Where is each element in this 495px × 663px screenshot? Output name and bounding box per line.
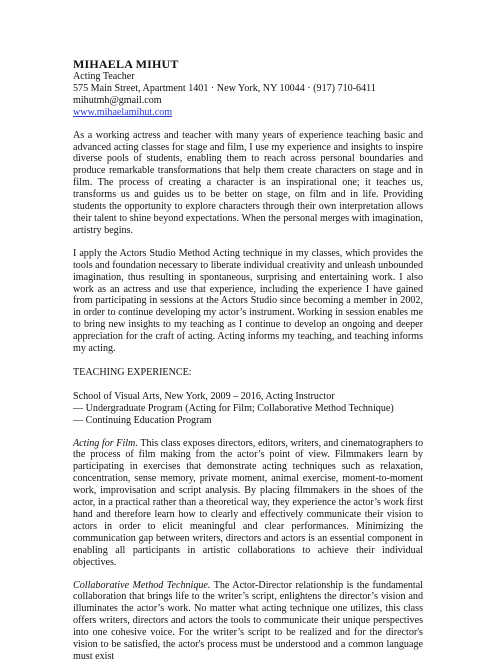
program-item-continuing-ed: — Continuing Education Program <box>73 414 212 426</box>
course-text: This class exposes directors, editors, writers, and cinematographers to the process of film making from the actor’s point of view. Filmmakers learn by participating in exercises that demonstrate acting techniques such as relaxation, concentration, sense memory, private moment, animal exercise, moment-to-moment work, improvisation and script analysis. By placing filmmakers in the shoes of the actor, in a practical rather than a theoretical way, they experience the actor’s work first hand and therefore learn how to clearly and effectively communicate their vision to actors in order to elicit meaningful and clear performances. Minimizing the communication gap between writers, directors and actors is an essential component in enabling all participants in artistic collaborations to achieve their individual objectives. <box>73 437 424 568</box>
teaching-position <box>73 391 423 427</box>
resume-content <box>73 58 423 663</box>
job-title: Acting Teacher <box>73 71 135 82</box>
position-line: School of Visual Arts, New York, 2009 – 2016, Acting Instructor <box>73 390 335 402</box>
course-title: Collaborative Method Technique. <box>73 579 211 591</box>
section-heading-teaching: TEACHING EXPERIENCE: <box>73 366 192 378</box>
resume-name: MIHAELA MIHUT <box>73 57 179 71</box>
contact-address: 575 Main Street, Apartment 1401 · New York, NY 10044 · (917) 710-6411 <box>73 82 376 94</box>
intro-paragraph-1: As a working actress and teacher with many years of experience teaching basic and advanced acting classes for stage and film, I use my experience and insights to inspire diverse pools of students, enabling them to reach across personal boundaries and produce remarkable transformations that help them create characters on stage and in film. The process of creating a character is an inspirational one; it teaches us, transforms us and guides us to be better on stage, on film and in life. Providing students the opportunity to explore characters through their own interpretation allows their talent to shine beyond expectations. When the personal merges with imagination, artistry begins. <box>73 129 423 236</box>
contact-email: mihutmh@gmail.com <box>73 94 162 106</box>
program-item-undergraduate: — Undergraduate Program (Acting for Film; Collaborative Method Technique) <box>73 402 394 414</box>
course-description-acting-for-film <box>73 438 423 569</box>
intro-paragraph-2: I apply the Actors Studio Method Acting technique in my classes, which provides the tools and foundation necessary to liberate individual creativity and unleash unbounded imagination, thus resulting in spontaneous, surprising and entertaining work. I also work as an actress and use that experience, including the experience I have gained from participating in sessions at the Actors Studio since becoming a member in 2002, in order to continue developing my actor’s instrument. Working in session enables me to bring new insights to my teaching as I continue to develop an ongoing and deeper appreciation for the craft of acting. Acting informs my teaching, and teaching informs my acting. <box>73 247 423 355</box>
course-description-collaborative-method <box>73 580 423 663</box>
course-title: Acting for Film. <box>73 437 138 449</box>
website-link[interactable]: www.mihaelamihut.com <box>73 106 173 118</box>
course-text: The Actor-Director relationship is the fundamental collaboration that brings life to the writer’s script, enlightens the director’s vision and illuminates the actor’s work. No matter what acting technique one utilizes, this class offers writers, directors and actors the tools to communicate their unique perspectives into one cohesive voice. For the writer’s script to be realized and for the director's vision to be satisfied, the actor's process must be understood and a common language must exist <box>73 579 423 662</box>
